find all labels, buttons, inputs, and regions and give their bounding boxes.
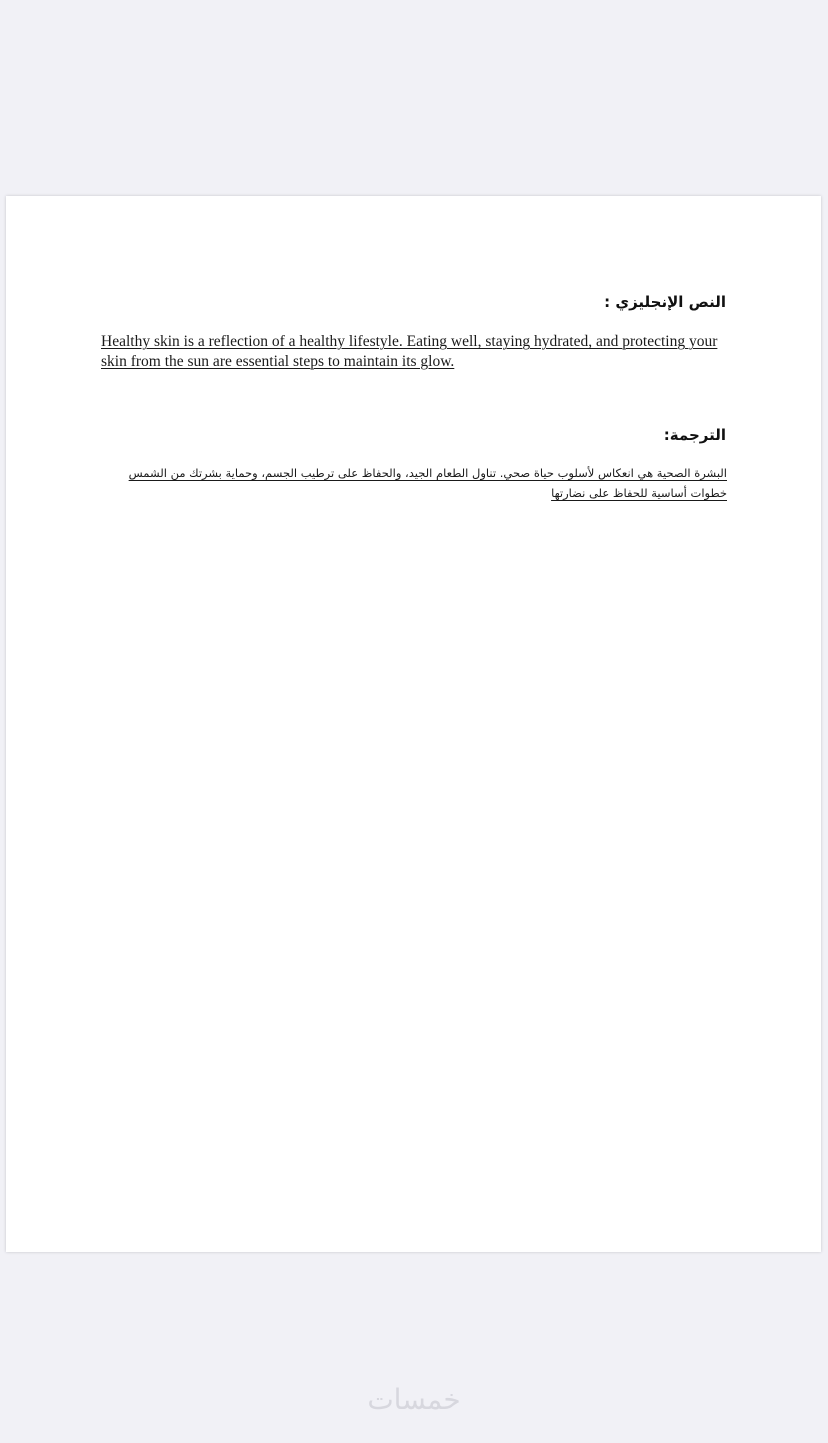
document-page	[6, 196, 821, 1252]
translation-heading: الترجمة:	[663, 426, 726, 444]
english-text-heading: النص الإنجليزي :	[604, 293, 726, 311]
english-text-paragraph: Healthy skin is a reflection of a healthy lifestyle. Eating well, staying hydrated, and protecting your skin from the sun are essential steps to maintain its glow.	[101, 333, 718, 370]
khamsat-watermark-logo: خمسات	[367, 1383, 461, 1416]
translation-paragraph: البشرة الصحية هي انعكاس لأسلوب حياة صحي. تناول الطعام الجيد، والحفاظ على ترطيب الجسم، وحماية بشرتك من الشمس خطوات أساسية للحفاظ على نضارتها	[128, 466, 727, 500]
